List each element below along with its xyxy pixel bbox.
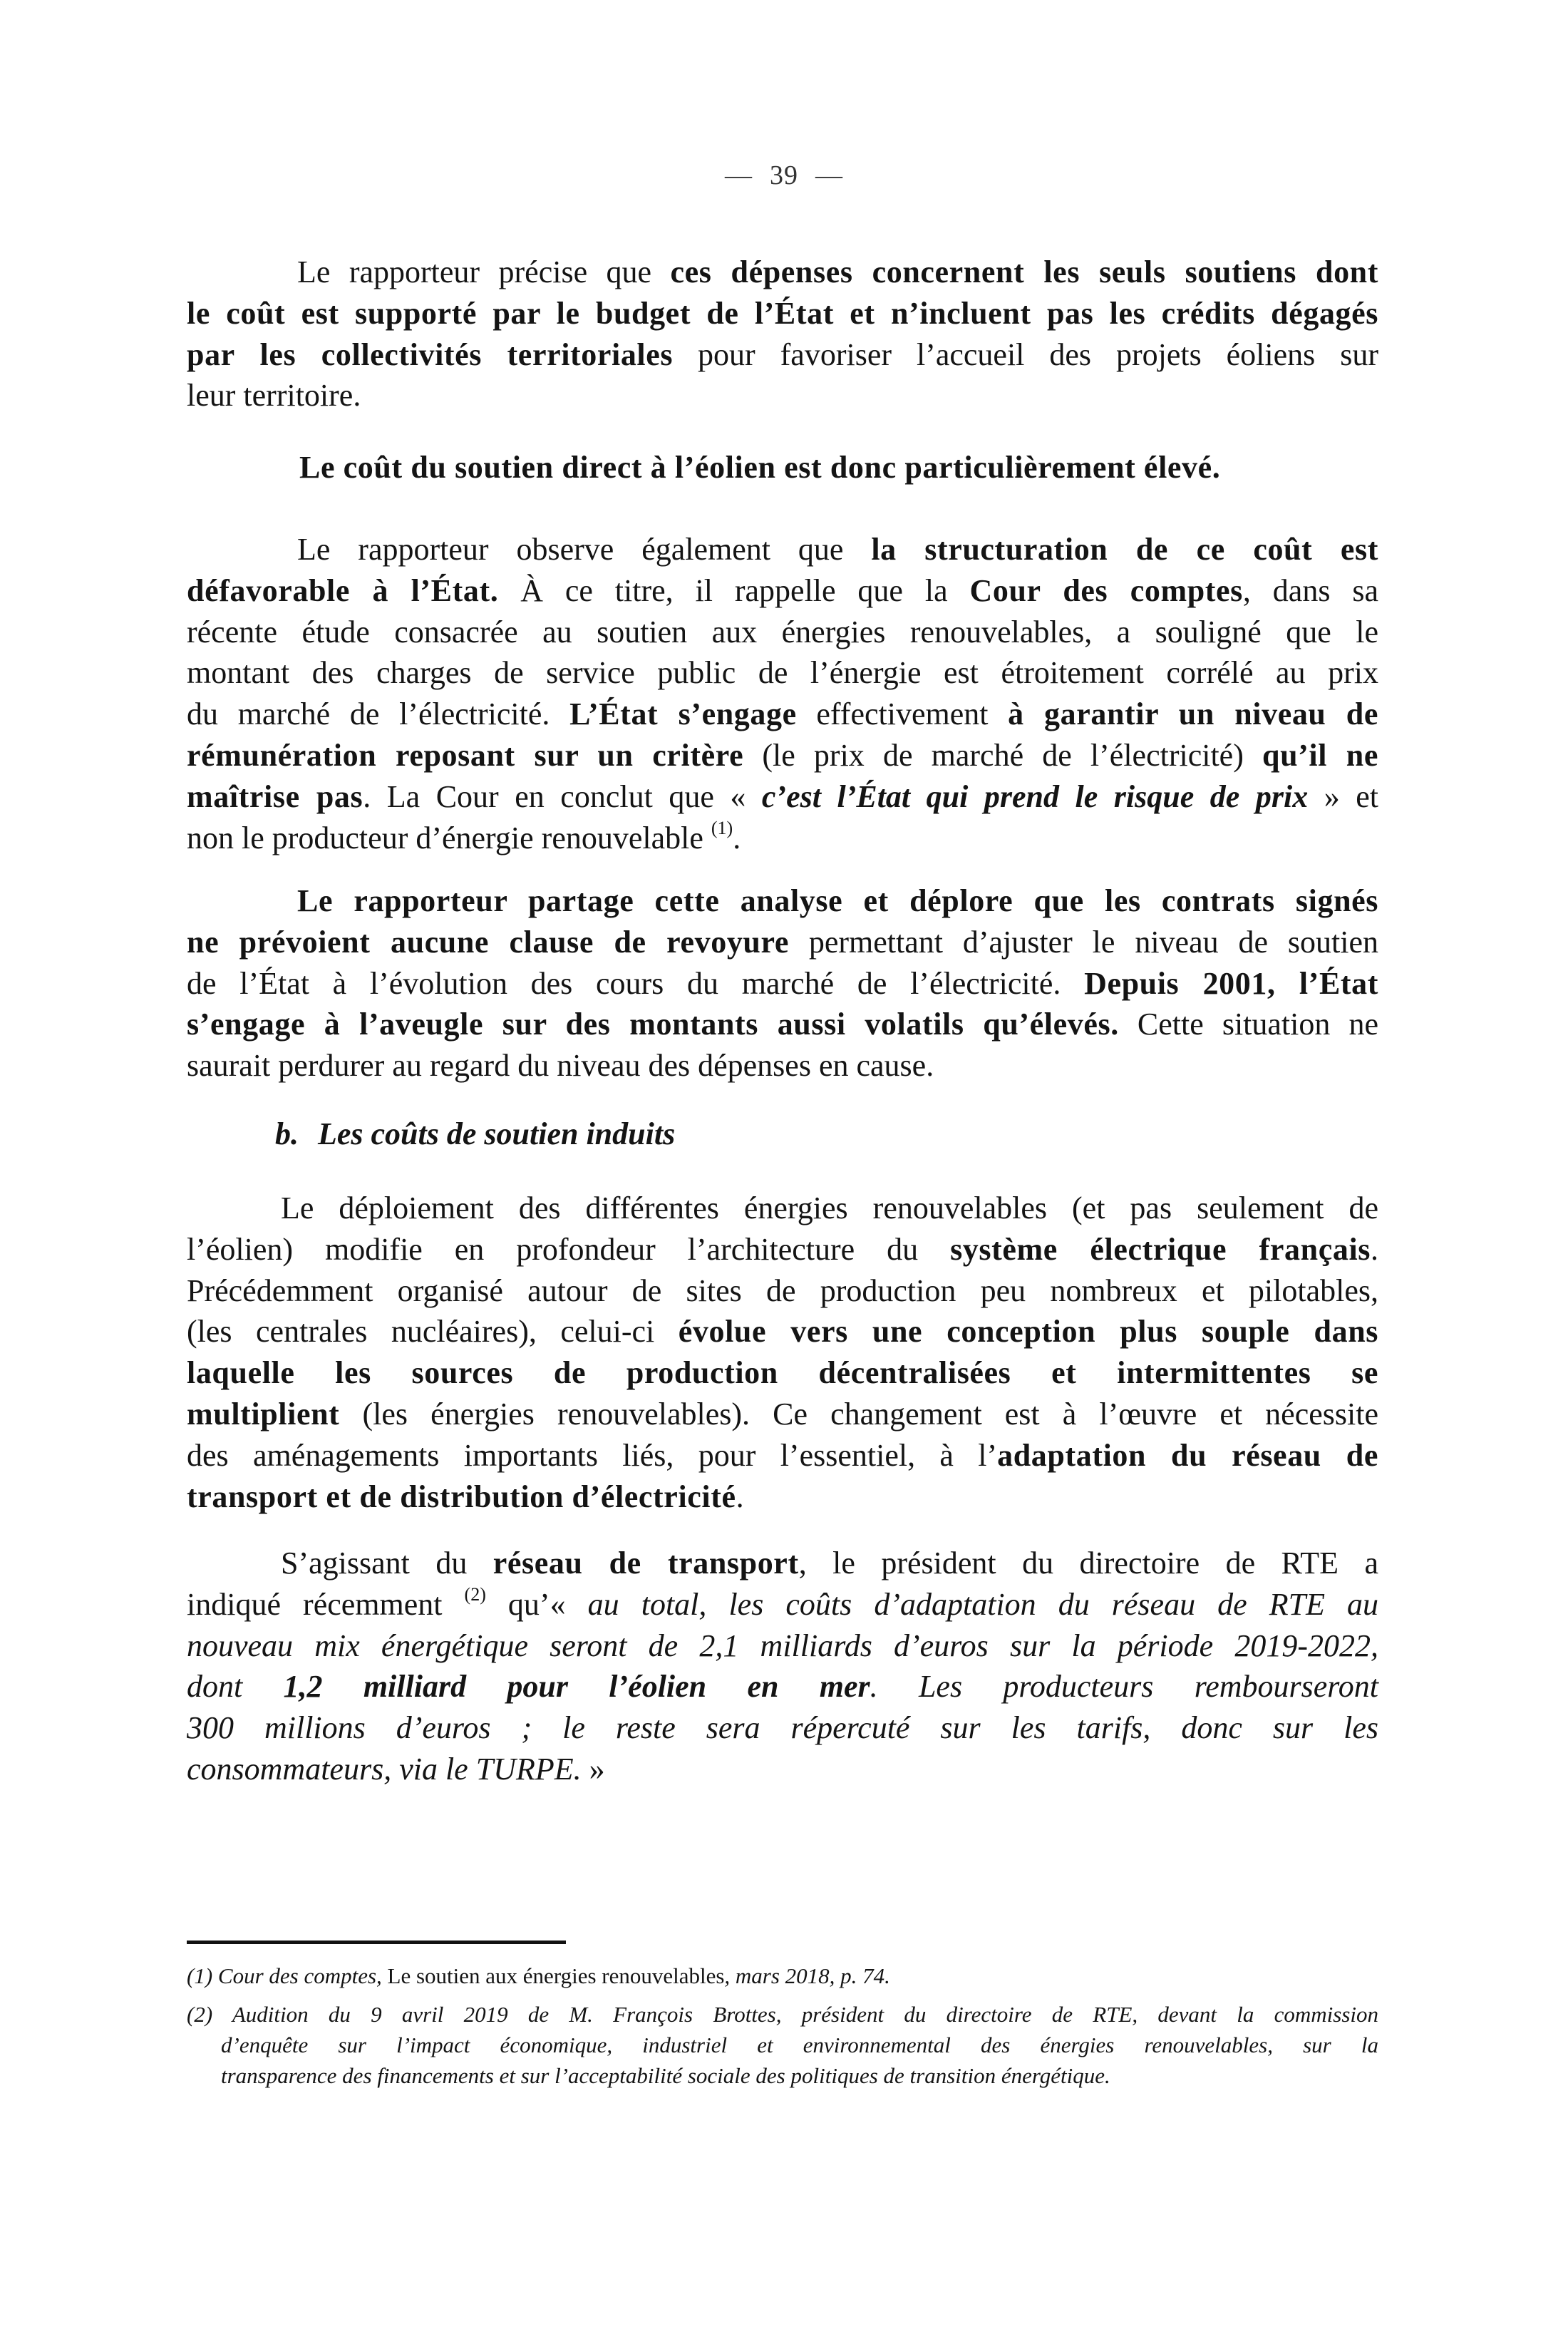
text-run: du marché de l’électricité. <box>187 697 570 732</box>
text-line <box>187 334 1378 376</box>
section-heading-couts-induits <box>275 1114 675 1155</box>
section-heading-title: Les coûts de soutien induits <box>318 1116 676 1151</box>
text-run: (les énergies renouvelables). Ce changement est à l’œuvre et nécessite <box>339 1396 1378 1431</box>
bold-text: ces dépenses concernent les seuls soutiens dont <box>670 255 1379 289</box>
bold-text: par les collectivités territoriales <box>187 336 674 372</box>
bold-text: Cour des comptes <box>969 572 1243 608</box>
text-line <box>187 1004 1378 1045</box>
text-run: Le rapporteur observe également que <box>297 532 872 567</box>
italic-text: dont <box>187 1669 284 1705</box>
bold-text: système électrique français <box>950 1231 1371 1267</box>
text-line <box>187 1584 1378 1625</box>
footnote-line <box>187 2060 1378 2091</box>
footnote-reference: (1) <box>711 817 733 838</box>
page-number-dash-left: — <box>725 160 753 190</box>
text-line <box>187 776 1378 818</box>
text-run: non le producteur d’énergie renouvelable <box>187 820 711 855</box>
text-run: S’agissant du <box>281 1546 493 1580</box>
bold-text: laquelle les sources de production décentralisées et intermittentes se <box>187 1355 1378 1391</box>
text-run: (les centrales nucléaires), celui-ci <box>187 1314 679 1350</box>
footnote-1 <box>187 1960 1378 1991</box>
text-line <box>187 252 1378 293</box>
paragraph-depenses-soutien <box>187 252 1378 416</box>
text-line <box>187 694 1378 735</box>
italic-text: (2) Audition du 9 avril 2019 de M. François Brottes, président du directoire de RTE, devant la commission <box>187 2002 1378 2027</box>
bold-italic-text: 1,2 milliard pour l’éolien en mer <box>283 1669 870 1705</box>
footnote-reference: (2) <box>464 1583 486 1605</box>
text-line <box>187 1435 1378 1476</box>
text-run: Précédemment organisé autour de sites de production peu nombreux et pilotables, <box>187 1273 1378 1308</box>
text-line <box>187 1476 1378 1518</box>
text-run: À ce titre, il rappelle que la <box>498 572 970 608</box>
text-run: saurait perdurer au regard du niveau des dépenses en cause. <box>187 1048 934 1084</box>
paragraph-structuration-cout <box>187 529 1378 858</box>
text-line <box>187 293 1378 334</box>
text-run: . La Cour en conclut que « <box>363 778 762 814</box>
italic-text: . Les producteurs rembourseront <box>870 1669 1378 1705</box>
italic-text: transparence des financements et sur l’acceptabilité sociale des politiques de transition énergétique. <box>221 2063 1110 2088</box>
page-number <box>0 158 1568 192</box>
bold-text: le coût est supporté par le budget de l’État et n’incluent pas les crédits dégagés <box>187 295 1378 331</box>
text-run: Cette situation ne <box>1118 1007 1378 1042</box>
footnote-line <box>187 1999 1378 2030</box>
italic-text: consommateurs, via le TURPE. <box>187 1751 582 1787</box>
bold-text: défavorable à l’État. <box>187 572 499 608</box>
footnote-line <box>187 1960 1378 1991</box>
text-run: des aménagements importants liés, pour l’essentiel, à l’ <box>187 1437 998 1473</box>
text-run: montant des charges de service public de l’énergie est étroitement corrélé au prix <box>187 655 1378 691</box>
page-number-value: 39 <box>770 160 798 190</box>
bold-text: Le rapporteur partage cette analyse et déplore que les contrats signés <box>297 883 1378 918</box>
text-run: . <box>733 820 741 855</box>
text-line <box>187 1543 1378 1584</box>
text-run: de l’État à l’évolution des cours du marché de l’électricité. <box>187 965 1085 1001</box>
bold-text: maîtrise pas <box>187 778 363 814</box>
italic-text: , mars 2018, p. 74. <box>724 1963 890 1988</box>
text-line <box>187 1352 1378 1394</box>
text-run: » <box>581 1751 605 1787</box>
text-run: permettant d’ajuster le niveau de soutien <box>788 924 1378 960</box>
bold-italic-text: c’est l’État qui prend le risque de prix <box>761 778 1309 814</box>
text-run: récente étude consacrée au soutien aux énergies renouvelables, a souligné que le <box>187 614 1378 649</box>
paragraph-systeme-electrique <box>187 1188 1378 1517</box>
bold-text: ne prévoient aucune clause de revoyure <box>187 924 789 960</box>
text-run: Le rapporteur précise que <box>297 255 671 289</box>
text-run: » et <box>1308 778 1378 814</box>
text-run: l’éolien) modifie en profondeur l’architecture du <box>187 1231 951 1267</box>
bold-text: Depuis 2001, l’État <box>1084 965 1378 1001</box>
bold-text: s’engage à l’aveugle sur des montants aussi volatils qu’élevés. <box>187 1007 1119 1042</box>
text-run: indiqué récemment <box>187 1586 465 1622</box>
text-line <box>187 1311 1378 1352</box>
bold-text: réseau de transport <box>492 1546 799 1580</box>
text-run: effectivement <box>796 697 1009 732</box>
text-line <box>187 1707 1378 1749</box>
text-line <box>187 1229 1378 1270</box>
page-number-dash-right: — <box>815 160 843 190</box>
text-line <box>187 1188 1378 1229</box>
text-run: . <box>736 1479 744 1514</box>
text-line <box>187 612 1378 653</box>
text-run: . <box>1371 1231 1378 1267</box>
bold-text: la structuration de ce coût est <box>871 532 1378 567</box>
text-run: Le déploiement des différentes énergies renouvelables (et pas seulement de <box>281 1191 1378 1225</box>
paragraph-clause-revoyure <box>187 880 1378 1086</box>
bold-text: qu’il ne <box>1262 737 1379 773</box>
section-heading-letter: b. <box>275 1116 299 1151</box>
text-line <box>187 1749 1378 1790</box>
text-line <box>187 735 1378 776</box>
text-run: , le président du directoire de RTE a <box>798 1546 1378 1580</box>
italic-text: d’enquête sur l’impact économique, industriel et environnemental des énergies renouvelables, sur la <box>221 2032 1378 2057</box>
text-run: , dans sa <box>1242 572 1378 608</box>
bold-text: rémunération reposant sur un critère <box>187 737 744 773</box>
text-line <box>187 1625 1378 1667</box>
text-line <box>187 1270 1378 1312</box>
text-line <box>187 1394 1378 1435</box>
text-run: pour favoriser l’accueil des projets éoliens sur <box>673 336 1378 372</box>
footnote-line <box>187 2030 1378 2060</box>
text-line <box>187 922 1378 963</box>
text-line <box>187 1045 1378 1086</box>
italic-text: 300 millions d’euros ; le reste sera répercuté sur les tarifs, donc sur les <box>187 1710 1378 1746</box>
emphasis-heading-cout-eleve: Le coût du soutien direct à l’éolien est donc particulièrement élevé. <box>299 450 1221 485</box>
text-line <box>187 652 1378 694</box>
text-line <box>187 529 1378 570</box>
text-line <box>187 1666 1378 1707</box>
text-line <box>187 963 1378 1004</box>
bold-text: transport et de distribution d’électricité <box>187 1479 736 1514</box>
italic-text: nouveau mix énergétique seront de 2,1 milliards d’euros sur la période 2019-2022, <box>187 1628 1378 1663</box>
italic-text: au total, les coûts d’adaptation du réseau de RTE au <box>587 1586 1379 1622</box>
footnote-2 <box>187 1999 1378 2091</box>
text-line <box>187 818 1378 859</box>
text-run: qu’« <box>485 1586 588 1622</box>
bold-text: multiplient <box>187 1396 340 1431</box>
text-run: (le prix de marché de l’électricité) <box>743 737 1263 773</box>
text-run: Le soutien aux énergies renouvelables <box>387 1963 725 1988</box>
bold-text: adaptation du réseau de <box>997 1437 1378 1473</box>
text-line <box>187 375 1378 416</box>
footnote-separator <box>187 1941 566 1944</box>
text-line <box>187 570 1378 612</box>
bold-text: à garantir un niveau de <box>1008 697 1378 732</box>
text-line <box>187 880 1378 922</box>
paragraph-reseau-transport-quote <box>187 1543 1378 1790</box>
bold-text: L’État s’engage <box>569 697 797 732</box>
italic-text: (1) Cour des comptes, <box>187 1963 388 1988</box>
text-run: leur territoire. <box>187 378 361 413</box>
bold-text: évolue vers une conception plus souple dans <box>678 1314 1378 1350</box>
